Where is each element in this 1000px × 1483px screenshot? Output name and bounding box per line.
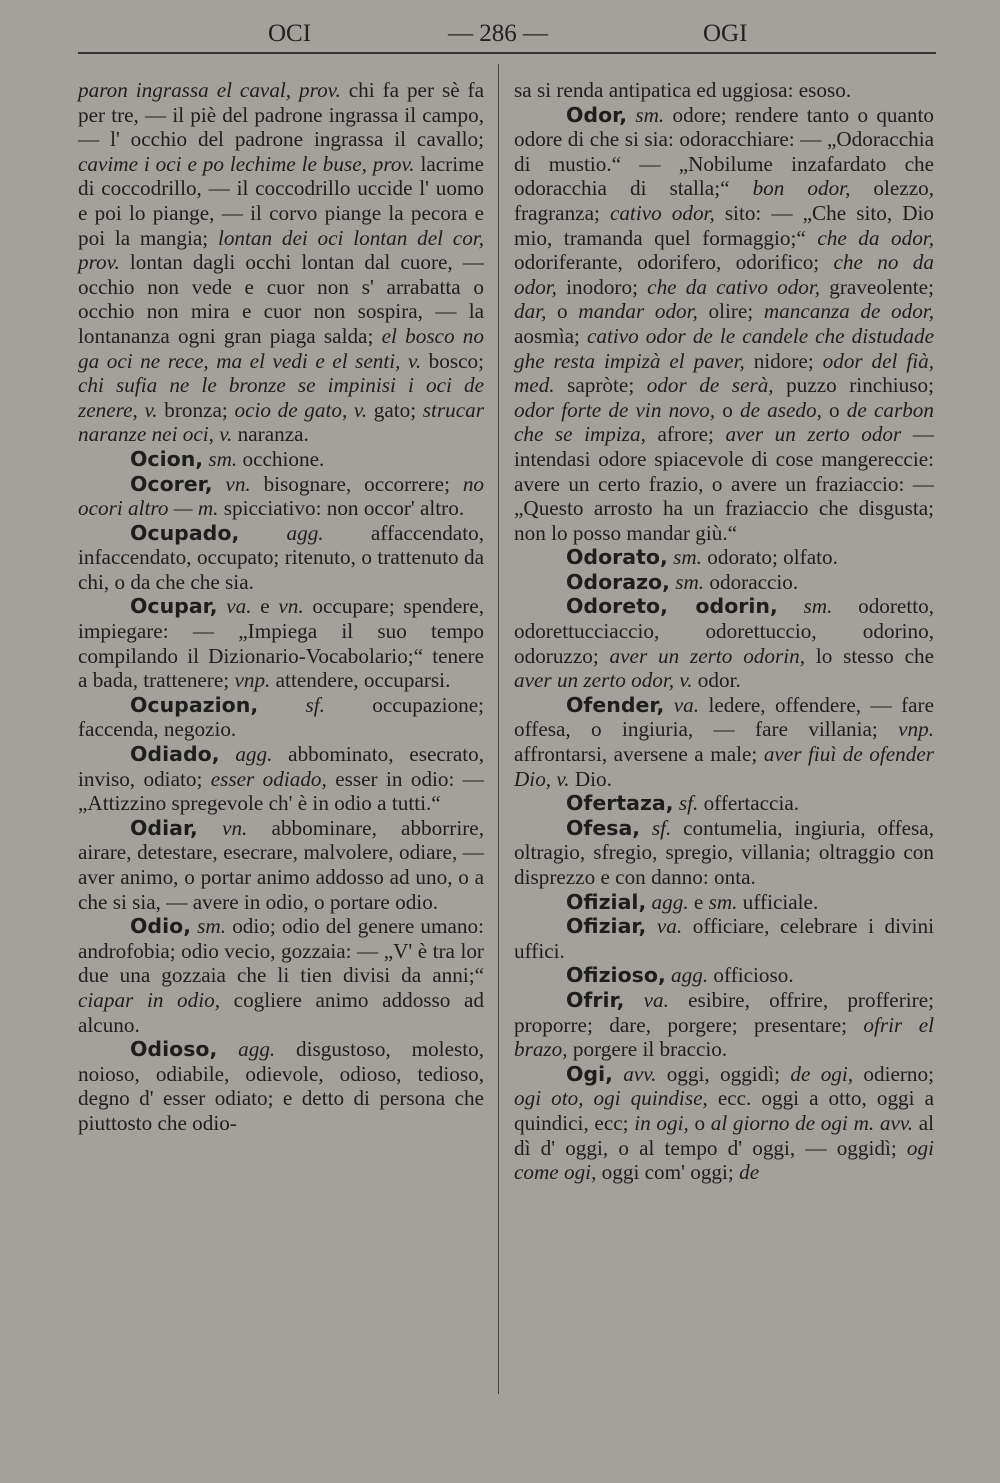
italic-text: sm. bbox=[675, 569, 705, 594]
italic-text: aver un zerto odor, v. bbox=[514, 668, 693, 693]
italic-text: bon odor, bbox=[752, 176, 851, 201]
entry-text: puzzo rinchiuso; bbox=[773, 373, 934, 398]
dictionary-entry bbox=[78, 1037, 484, 1135]
entry-text bbox=[640, 816, 652, 840]
entry-text: esibire, offrire, profferire; proporre; dare, porgere; presentare; bbox=[514, 987, 934, 1037]
italic-text: in ogi, bbox=[634, 1110, 689, 1135]
italic-text: odor de serà, bbox=[646, 373, 774, 398]
italic-text: ocio de gato, v. bbox=[234, 397, 368, 422]
italic-text: sf. bbox=[305, 692, 325, 717]
entry-text: odio; odio del genere umano: androfobia; odio vecio, gozzaia: — „V' è tra lor due una gozzaia che li tien divisi da anni;“ bbox=[78, 914, 484, 988]
italic-text: ogi oto, ogi quindise, bbox=[514, 1086, 708, 1111]
entry-text bbox=[239, 521, 286, 545]
italic-text: vnp. bbox=[234, 668, 271, 693]
entry-text: aosmìa; bbox=[514, 323, 587, 348]
italic-text: sf. bbox=[678, 791, 699, 816]
entry-text: o bbox=[688, 1110, 711, 1135]
right-column bbox=[514, 78, 934, 1185]
header-left-word: OCI bbox=[268, 20, 312, 47]
italic-text: cativo odor de le candele che distudade ghe resta impizà el paver, bbox=[514, 323, 934, 373]
left-column bbox=[78, 78, 484, 1136]
italic-text: agg. bbox=[671, 963, 709, 988]
entry-headword: Odorazo, bbox=[566, 569, 670, 594]
entry-text: chi fa per sè fa per tre, — il piè del padrone ingrassa il campo, — l' occhio del padrone ingrassa il cavallo; bbox=[78, 78, 484, 152]
entry-headword: Odiar, bbox=[130, 815, 198, 840]
italic-text: sm. bbox=[197, 914, 227, 939]
entry-text: affrontarsi, aversene a male; bbox=[514, 742, 764, 767]
entry-headword: Odiado, bbox=[130, 742, 220, 767]
italic-text: vn. bbox=[278, 594, 304, 619]
entry-text: occhione. bbox=[237, 446, 325, 471]
dictionary-entry bbox=[78, 521, 484, 595]
dictionary-entry bbox=[514, 545, 934, 570]
entry-text bbox=[213, 472, 226, 496]
entry-headword: Ofender, bbox=[566, 692, 665, 717]
italic-text: odor del fià, med. bbox=[514, 348, 935, 398]
entry-text: — intendasi odore spiacevole di cose mangereccie: avere un certo frazio, o avere un fraziaccio: — „Questo arrosto ha un fraziaccio che disgusta; non lo posso mandar giù.“ bbox=[514, 422, 934, 545]
entry-text bbox=[613, 1062, 623, 1086]
dictionary-entry bbox=[78, 914, 484, 1037]
entry-text bbox=[217, 1037, 238, 1061]
dictionary-entry bbox=[78, 693, 484, 742]
dictionary-entry bbox=[78, 472, 484, 521]
header-right-word: OGI bbox=[703, 20, 748, 47]
entry-text: odierno; bbox=[853, 1061, 935, 1086]
italic-text: de carbon che se impiza, bbox=[514, 397, 934, 447]
entry-text: abbominare, abborrire, airare, detestare, esecrare, malvolere, odiare, — aver animo, o portar animo addosso ad uno, o a che si sia, — avere in odio, o portare odio. bbox=[78, 815, 485, 914]
italic-text: va. bbox=[643, 987, 669, 1012]
entry-headword: Ocupazion, bbox=[130, 692, 259, 717]
italic-text: no ocori altro — m. bbox=[78, 471, 484, 521]
entry-headword: Odorato, bbox=[566, 545, 668, 570]
entry-text: al dì d' oggi, o al tempo d' oggi, — oggidì; bbox=[514, 1110, 934, 1160]
entry-headword: Ocupar, bbox=[130, 594, 218, 619]
italic-text: aver un zerto odor bbox=[725, 422, 902, 447]
entry-text: e bbox=[688, 889, 709, 914]
italic-text: che da cativo odor, bbox=[647, 274, 821, 299]
italic-text: aver un zerto odorin, bbox=[609, 643, 806, 668]
italic-text: paron ingrassa el caval, prov. bbox=[78, 78, 341, 102]
dictionary-entry bbox=[78, 78, 484, 447]
entry-text: officioso. bbox=[708, 963, 794, 988]
italic-text: mancanza de odor, bbox=[763, 299, 935, 324]
entry-text bbox=[198, 816, 222, 840]
entry-text: attendere, occuparsi. bbox=[270, 668, 451, 693]
italic-text: cavime i oci e po lechime le buse, prov. bbox=[78, 151, 415, 176]
entry-text: disgustoso, molesto, noioso, odiabile, odievole, odioso, tedioso, degno d' esser odiato; e detto di persona che piuttosto che odio- bbox=[78, 1037, 485, 1135]
italic-text: strucar naranze nei oci, v. bbox=[78, 397, 484, 447]
italic-text: dar, bbox=[514, 299, 547, 324]
italic-text: el bosco no ga oci ne rece, ma el vedi e el senti, v. bbox=[78, 323, 484, 373]
entry-text: bronza; bbox=[157, 397, 235, 422]
entry-headword: Ocupado, bbox=[130, 520, 240, 545]
italic-text: de asedo, bbox=[739, 397, 822, 422]
italic-text: va. bbox=[656, 914, 683, 939]
entry-text: occupazione; faccenda, negozio. bbox=[78, 692, 484, 742]
dictionary-entry bbox=[78, 447, 484, 472]
italic-text: agg. bbox=[651, 889, 689, 914]
dictionary-entry bbox=[514, 791, 934, 816]
entry-text: olire; bbox=[697, 299, 764, 324]
entry-text: offertaccia. bbox=[698, 791, 800, 816]
entry-text: contumelia, ingiuria, offesa, oltragio, sfregio, spregio, villania; oltraggio con disprezzo e con danno: onta. bbox=[514, 815, 934, 889]
italic-text: che no da odor, bbox=[514, 250, 934, 299]
italic-text: ciapar in odio, bbox=[78, 987, 221, 1012]
entry-text: bosco; bbox=[421, 348, 484, 373]
entry-text: oggi com' oggi; bbox=[596, 1160, 740, 1185]
entry-text bbox=[778, 594, 804, 618]
entry-text: e bbox=[251, 594, 279, 619]
dictionary-entry bbox=[514, 914, 934, 963]
italic-text: agg. bbox=[286, 520, 324, 545]
entry-text bbox=[624, 988, 643, 1012]
italic-text: sm. bbox=[803, 594, 833, 619]
entry-text: odoriferante, odorifero, odorifico; bbox=[514, 250, 834, 275]
dictionary-entry bbox=[514, 890, 934, 915]
entry-text: odore; rendere tanto o quanto odore di che si sia: odoracchiare: — „Odoracchia di mustio.“ — „Nobilume inzafardato che odoracchia di stalla;“ bbox=[514, 102, 935, 201]
entry-headword: Odio, bbox=[130, 914, 191, 939]
entry-text: lontan dagli occhi lontan dal cuore, — occhio non vede e cuor non s' arrabatta o occhio non mira e cuor non sospira, — la lontananza ogni gran piaga salda; bbox=[78, 250, 484, 348]
italic-text: va. bbox=[673, 692, 700, 717]
entry-text: spicciativo: non occor' altro. bbox=[218, 496, 465, 521]
dictionary-entry bbox=[514, 693, 934, 791]
entry-text: sito: — „Che sito, Dio mio, tramanda quel formaggio;“ bbox=[514, 200, 934, 250]
entry-text: ufficiale. bbox=[737, 889, 819, 914]
entry-text bbox=[258, 693, 305, 717]
italic-text: sm. bbox=[673, 545, 702, 570]
dictionary-entry bbox=[78, 742, 484, 816]
italic-text: sm. bbox=[635, 102, 665, 127]
italic-text: al giorno de ogi m. avv. bbox=[710, 1110, 913, 1135]
dictionary-entry bbox=[514, 78, 934, 103]
dictionary-entry bbox=[78, 594, 484, 692]
italic-text: ofrir el brazo, bbox=[514, 1012, 934, 1062]
dictionary-entry bbox=[514, 816, 934, 890]
italic-text: chi sufia ne le bronze se impinisi i oci de zenere, v. bbox=[78, 373, 484, 422]
dictionary-entry bbox=[514, 570, 934, 595]
entry-text: odoretto, odorettucciaccio, odorettuccio, odorino, odoruzzo; bbox=[514, 594, 935, 668]
entry-headword: Ofizial, bbox=[566, 889, 647, 914]
entry-text: olezzo, fragranza; bbox=[514, 176, 935, 225]
entry-text: ledere, offendere, — fare offesa, o ingiuria, — fare villania; bbox=[514, 692, 934, 742]
entry-headword: Odor, bbox=[566, 102, 628, 127]
entry-headword: Ogi, bbox=[566, 1061, 613, 1086]
entry-headword: Ocorer, bbox=[130, 471, 213, 496]
entry-text: affaccendato, infaccendato, occupato; ritenuto, o trattenuto da chi, o da che che sia. bbox=[78, 520, 484, 594]
entry-headword: Ofiziar, bbox=[566, 914, 647, 939]
entry-headword: Ocion, bbox=[130, 446, 204, 471]
italic-text: va. bbox=[226, 594, 252, 619]
entry-headword: Ofesa, bbox=[566, 815, 641, 840]
italic-text: vn. bbox=[225, 471, 251, 496]
entry-text: sapròte; bbox=[554, 373, 647, 398]
entry-text: naranza. bbox=[232, 422, 309, 447]
entry-headword: Ofrir, bbox=[566, 987, 625, 1012]
entry-text: inodoro; bbox=[556, 274, 648, 299]
entry-text: nidore; bbox=[744, 348, 823, 373]
entry-text bbox=[218, 594, 227, 618]
entry-text: gato; bbox=[367, 397, 423, 422]
italic-text: sm. bbox=[208, 446, 238, 471]
entry-text: porgere il braccio. bbox=[567, 1037, 728, 1062]
dictionary-entry bbox=[514, 594, 934, 692]
column-divider bbox=[498, 64, 499, 1394]
italic-text: sm. bbox=[708, 889, 738, 914]
dictionary-entry bbox=[514, 963, 934, 988]
italic-text: de bbox=[739, 1160, 760, 1185]
entry-text bbox=[664, 693, 673, 717]
italic-text: cativo odor, bbox=[609, 200, 715, 225]
italic-text: esser odiado, bbox=[210, 766, 327, 791]
italic-text: sf. bbox=[651, 815, 672, 840]
entry-headword: Ofizioso, bbox=[566, 963, 666, 988]
running-header bbox=[78, 18, 936, 54]
entry-text: o bbox=[715, 397, 740, 422]
entry-text: o bbox=[821, 397, 847, 422]
dictionary-entry bbox=[514, 988, 934, 1062]
dictionary-entry bbox=[78, 816, 484, 914]
entry-text: bisognare, occorrere; bbox=[250, 471, 463, 496]
entry-headword: Odoreto, odorin, bbox=[566, 594, 778, 619]
italic-text: mandar odor, bbox=[578, 299, 698, 324]
entry-text: cogliere animo addosso ad alcuno. bbox=[78, 987, 484, 1037]
italic-text: avv. bbox=[623, 1061, 657, 1086]
entry-text bbox=[220, 742, 236, 766]
italic-text: aver fiuì de ofender Dio, v. bbox=[514, 742, 934, 791]
italic-text: vn. bbox=[222, 815, 248, 840]
header-rule bbox=[78, 52, 936, 54]
entry-text: sa si renda antipatica ed uggiosa: esoso. bbox=[514, 78, 852, 102]
entry-text: afrore; bbox=[645, 422, 726, 447]
entry-text: lacrime di coccodrillo, — il coccodrillo uccide l' uomo e poi lo piange, — il corvo piange la pecora e poi la mangia; bbox=[78, 151, 484, 250]
italic-text: de ogi, bbox=[790, 1061, 854, 1086]
italic-text: vnp. bbox=[898, 717, 934, 742]
entry-text bbox=[646, 914, 657, 938]
entry-headword: Ofertaza, bbox=[566, 791, 674, 816]
italic-text: odor forte de vin novo, bbox=[514, 397, 716, 422]
entry-text: officiare, celebrare i divini uffici. bbox=[514, 914, 934, 963]
entry-text: lo stesso che bbox=[805, 643, 934, 668]
italic-text: ogi come ogi, bbox=[514, 1135, 934, 1185]
dictionary-entry bbox=[514, 1062, 934, 1185]
entry-text: esser in odio: — „Attizzino spregevole ch' è in odio a tutti.“ bbox=[78, 766, 484, 816]
entry-text: ecc. oggi a otto, oggi a quindici, ecc; bbox=[514, 1086, 934, 1135]
page-number: — 286 — bbox=[448, 20, 548, 47]
entry-text: odor. bbox=[692, 668, 741, 693]
italic-text: agg. bbox=[238, 1037, 276, 1062]
italic-text: agg. bbox=[235, 742, 273, 767]
entry-text: Dio. bbox=[569, 766, 612, 791]
entry-text: o bbox=[546, 299, 579, 324]
entry-text: occupare; spendere, impiegare: — „Impiega il suo tempo compilando il Dizionario-Vocabolario;“ tenere a bada, trattenere; bbox=[78, 594, 485, 693]
entry-text: graveolente; bbox=[820, 274, 934, 299]
italic-text: lontan dei oci lontan del cor, prov. bbox=[78, 225, 484, 275]
entry-text: abbominato, esecrato, inviso, odiato; bbox=[78, 742, 484, 791]
entry-headword: Odioso, bbox=[130, 1037, 218, 1062]
dictionary-entry bbox=[514, 103, 934, 546]
italic-text: che da odor, bbox=[817, 225, 934, 250]
entry-text: odorato; olfato. bbox=[701, 545, 838, 570]
entry-text: odoraccio. bbox=[704, 569, 799, 594]
entry-text: oggi, oggidì; bbox=[656, 1061, 791, 1086]
